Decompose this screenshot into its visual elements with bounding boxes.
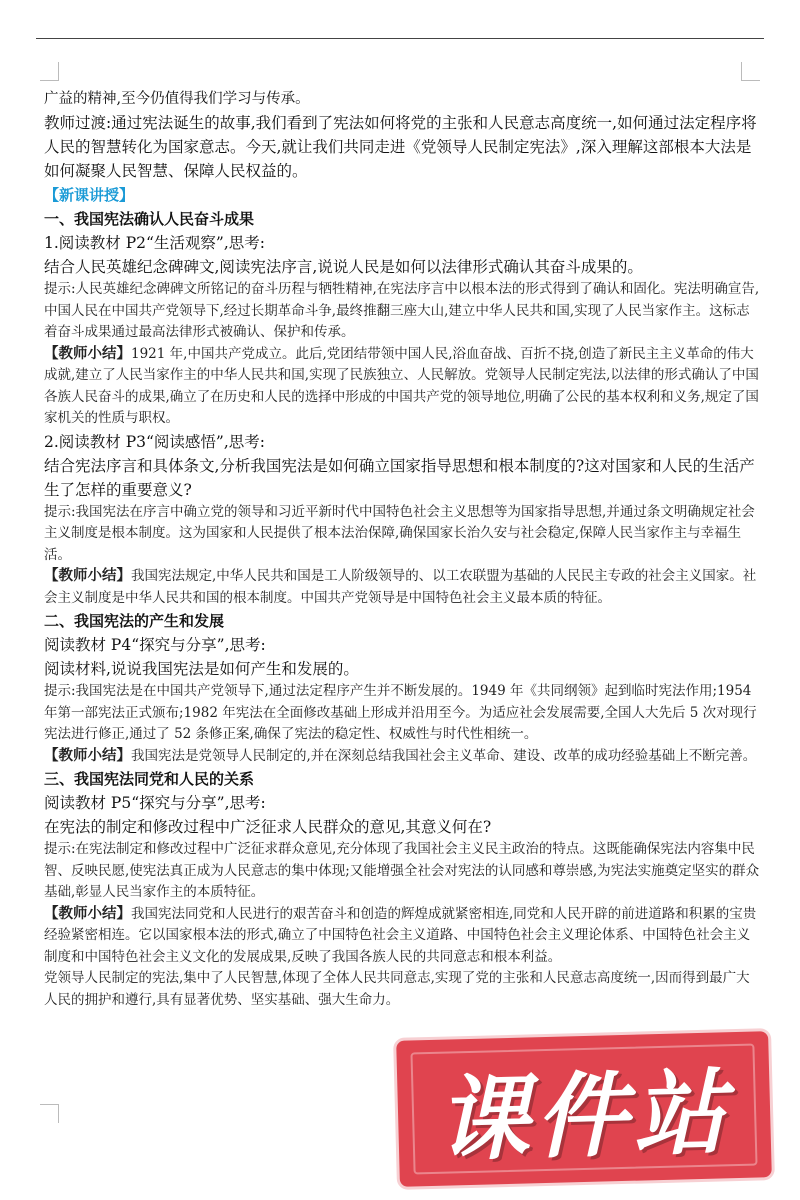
- part1-summary2: [44, 566, 762, 609]
- summary-tag: 【教师小结】: [44, 747, 131, 764]
- part1-question-intro: 1.阅读教材 P2“生活观察”,思考:: [44, 234, 266, 252]
- part3-closing: 党领导人民制定的宪法,集中了人民智慧,体现了全体人民共同意志,实现了党的主张和人民意志高度统一,因而得到最广大人民的拥护和遵行,具有显著优势、坚实基础、强大生命力。: [44, 970, 750, 1008]
- part1-hint: 提示:人民英雄纪念碑碑文所铭记的奋斗历程与牺牲精神,在宪法序言中以根本法的形式得到了确认和固化。宪法明确宣告,中国人民在中国共产党领导下,经过长期革命斗争,最终推翻三座大山,建立中华人民共和国,实现了人民当家作主。这标志着奋斗成果通过最高法律形式被确认、保护和传承。: [44, 281, 760, 340]
- part1-question2-intro: 2.阅读教材 P3“阅读感悟”,思考:: [44, 432, 266, 451]
- part1-heading: 一、我国宪法确认人民奋斗成果: [44, 210, 255, 228]
- summary-text: 1921 年,中国共产党成立。此后,党团结带领中国人民,浴血奋战、百折不挠,创造了新民主主义革命的伟大成就,建立了人民当家作主的中华人民共和国,实现了民族独立、人民解放。党领导人民制定宪法,以法律的形式确认了中国各族人民奋斗的成果,确立了在历史和人民的选择中形成的中国共产党的领导地位,明确了公民的基本权利和义务,规定了国家机关的性质与职权。: [44, 345, 759, 426]
- watermark-text: 课件站: [435, 1059, 733, 1174]
- part2-summary: [44, 746, 762, 768]
- part1-summary: [44, 344, 762, 430]
- continued-text: 广益的精神,至今仍值得我们学习与传承。: [44, 91, 310, 107]
- part1-question: 结合人民英雄纪念碑碑文,阅读宪法序言,说说人民是如何以法律形式确认其奋斗成果的。: [44, 258, 643, 276]
- header-rule: [36, 38, 764, 39]
- crop-mark-bottom-left: [40, 1104, 59, 1123]
- part3-summary: [44, 904, 762, 969]
- part1-hint2: 提示:我国宪法在序言中确立党的领导和习近平新时代中国特色社会主义思想等为国家指导思想,并通过条文明确规定社会主义制度是根本制度。这为国家和人民提供了根本法治保障,确保国家长治久安与社会稳定,保障人民当家作主与幸福生活。: [44, 503, 755, 563]
- summary-tag: 【教师小结】: [44, 345, 131, 362]
- summary-tag: 【教师小结】: [44, 568, 131, 584]
- summary-text: 我国宪法规定,中华人民共和国是工人阶级领导的、以工农联盟为基础的人民民主专政的社会主义国家。社会主义制度是中华人民共和国的根本制度。中国共产党领导是中国特色社会主义最本质的特征。: [44, 568, 757, 606]
- document-body: [44, 88, 762, 1011]
- part1-question2: 结合宪法序言和具体条文,分析我国宪法是如何确立国家指导思想和根本制度的?这对国家和人民的生活产生了怎样的重要意义?: [44, 456, 755, 499]
- summary-text: 我国宪法是党领导人民制定的,并在深刻总结我国社会主义革命、建设、改革的成功经验基础上不断完善。: [131, 747, 757, 764]
- section-title: 【新课讲授】: [44, 186, 135, 204]
- part3-heading: 三、我国宪法同党和人民的关系: [44, 770, 255, 788]
- crop-mark-top-right: [741, 62, 760, 81]
- part2-hint: 提示:我国宪法是在中国共产党领导下,通过法定程序产生并不断发展的。1949 年《共同纲领》起到临时宪法作用;1954 年第一部宪法正式颁布;1982 年宪法在全面修改基础上形成并沿用至今。为适应社会发展需要,全国人大先后 5 次对现行宪法进行修正,通过了 52 条修正案,确保了宪法的稳定性、权威性与时代性相统一。: [44, 683, 757, 742]
- watermark-stamp: [396, 1031, 772, 1187]
- part3-question: 在宪法的制定和修改过程中广泛征求人民群众的意见,其意义何在?: [44, 818, 492, 836]
- part2-question: 阅读材料,说说我国宪法是如何产生和发展的。: [44, 660, 359, 678]
- watermark-frame: [410, 1044, 757, 1175]
- teacher-transition: 教师过渡:通过宪法诞生的故事,我们看到了宪法如何将党的主张和人民意志高度统一,如何通过法定程序将人民的智慧转化为国家意志。今天,就让我们共同走进《党领导人民制定宪法》,深入理解这部根本大法是如何凝聚人民智慧、保障人民权益的。: [44, 114, 757, 180]
- summary-text: 我国宪法同党和人民进行的艰苦奋斗和创造的辉煌成就紧密相连,同党和人民开辟的前进道路和积累的宝贵经验紧密相连。它以国家根本法的形式,确立了中国特色社会主义道路、中国特色社会主义理论体系、中国特色社会主义制度和中国特色社会主义文化的发展成果,反映了我国各族人民的共同意志和根本利益。: [44, 905, 757, 965]
- crop-mark-top-left: [40, 62, 59, 81]
- summary-tag: 【教师小结】: [44, 905, 131, 922]
- part3-hint: 提示:在宪法制定和修改过程中广泛征求群众意见,充分体现了我国社会主义民主政治的特点。这既能确保宪法内容集中民智、反映民愿,使宪法真正成为人民意志的集中体现;又能增强全社会对宪法的认同感和尊崇感,为宪法实施奠定坚实的群众基础,彰显人民当家作主的本质特征。: [44, 841, 760, 900]
- part2-question-intro: 阅读教材 P4“探究与分享”,思考:: [44, 636, 266, 654]
- part2-heading: 二、我国宪法的产生和发展: [44, 612, 225, 630]
- part3-question-intro: 阅读教材 P5“探究与分享”,思考:: [44, 794, 266, 812]
